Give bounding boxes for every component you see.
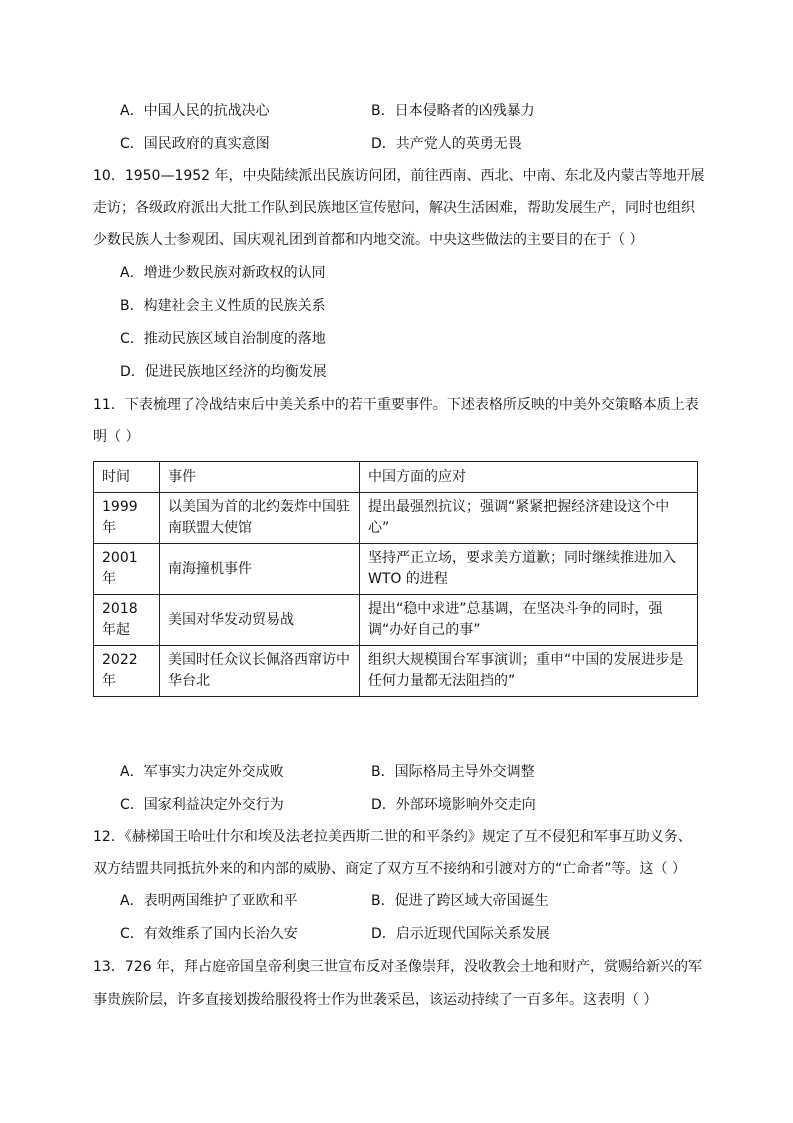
table-cell-response: 坚持严正立场，要求美方道歉；同时继续推进加入 WTO 的进程: [360, 544, 698, 595]
option-letter: D．: [120, 364, 145, 380]
q13-stem-line-2: 事贵族阶层，许多直接划拨给服役将士作为世袭采邑，该运动持续了一百多年。这表明（ ）: [93, 992, 658, 1008]
option-letter: C．: [120, 797, 144, 813]
q10-stem-line-3: 少数民族人士参观团、国庆观礼团到首都和内地交流。中央这些做法的主要目的在于（ ）: [93, 232, 644, 248]
option-letter: A．: [120, 893, 144, 909]
option-letter: B．: [371, 764, 395, 780]
column-header-response: 中国方面的应对: [360, 462, 698, 493]
option-text: 促进民族地区经济的均衡发展: [144, 364, 327, 380]
option-text: 表明两国维护了亚欧和平: [143, 893, 298, 909]
table-cell-response: 提出“稳中求进”总基调，在坚决斗争的同时，强调“办好自己的事”: [360, 595, 698, 646]
option-text: 增进少数民族对新政权的认同: [143, 265, 326, 281]
option-letter: D．: [371, 797, 396, 813]
option-letter: B．: [120, 298, 144, 314]
table-row: [94, 544, 698, 595]
q11-option-c: [120, 795, 284, 815]
q12-option-d: [371, 924, 550, 944]
table-cell-response: 组织大规模围台军事演训；重申“中国的发展进步是任何力量都无法阻挡的”: [360, 646, 698, 697]
table-row: [94, 595, 698, 646]
option-letter: C．: [120, 331, 144, 347]
q11-option-d: [371, 795, 536, 815]
option-letter: B．: [371, 893, 395, 909]
q12-stem-line-1: 12．《赫梯国王哈吐什尔和埃及法老拉美西斯二世的和平条约》规定了互不侵犯和军事互助义务、: [93, 829, 692, 845]
q12-option-a: [120, 891, 298, 911]
option-letter: A．: [120, 265, 144, 281]
q10-option-a: [120, 263, 326, 283]
q12-stem-line-2: 双方结盟共同抵抗外来的和内部的威胁、商定了双方互不接纳和引渡对方的“亡命者”等。这（ ）: [93, 861, 686, 877]
option-text: 军事实力决定外交成败: [143, 764, 284, 780]
q12-option-c: [120, 924, 298, 944]
q9-option-a: [120, 101, 270, 121]
table-row: [94, 646, 698, 697]
q9-option-c: [120, 134, 270, 154]
option-text: 推动民族区域自治制度的落地: [143, 331, 326, 347]
option-text: 中国人民的抗战决心: [143, 103, 270, 119]
column-header-event: 事件: [160, 462, 360, 493]
table-cell-time: 1999 年: [94, 493, 160, 544]
q10-option-d: [120, 362, 327, 382]
q11-option-b: [371, 762, 535, 782]
option-letter: A．: [120, 764, 144, 780]
option-text: 国家利益决定外交行为: [143, 797, 284, 813]
q13-stem-line-1: 13．726 年，拜占庭帝国皇帝利奥三世宣布反对圣像崇拜，没收教会土地和财产，赏赐给新兴的军: [93, 959, 702, 975]
option-letter: C．: [120, 926, 144, 942]
table-cell-time: 2018 年起: [94, 595, 160, 646]
option-text: 国民政府的真实意图: [143, 136, 270, 152]
events-table: [93, 461, 698, 697]
q9-option-d: [371, 134, 522, 154]
table-cell-event: 以美国为首的北约轰炸中国驻南联盟大使馆: [160, 493, 360, 544]
option-letter: B．: [371, 103, 395, 119]
table-row: [94, 493, 698, 544]
option-text: 日本侵略者的凶残暴力: [394, 103, 535, 119]
q11-option-a: [120, 762, 284, 782]
column-header-time: 时间: [94, 462, 160, 493]
option-letter: D．: [371, 926, 396, 942]
table-cell-event: 美国时任众议长佩洛西窜访中华台北: [160, 646, 360, 697]
q10-option-c: [120, 329, 326, 349]
table-cell-event: 美国对华发动贸易战: [160, 595, 360, 646]
q10-stem-line-1: 10．1950—1952 年，中央陆续派出民族访问团，前往西南、西北、中南、东北及内蒙古等地开展: [93, 168, 705, 184]
option-text: 有效维系了国内长治久安: [143, 926, 298, 942]
q11-stem-line-1: 11．下表梳理了冷战结束后中美关系中的若干重要事件。下述表格所反映的中美外交策略本质上表: [93, 397, 699, 413]
table-cell-time: 2001 年: [94, 544, 160, 595]
option-text: 共产党人的英勇无畏: [395, 136, 522, 152]
table-cell-time: 2022 年: [94, 646, 160, 697]
option-text: 构建社会主义性质的民族关系: [143, 298, 326, 314]
table-cell-event: 南海撞机事件: [160, 544, 360, 595]
option-text: 促进了跨区域大帝国诞生: [394, 893, 549, 909]
q11-stem-line-2: 明（ ）: [93, 429, 140, 445]
q12-option-b: [371, 891, 549, 911]
table-header-row: [94, 462, 698, 493]
option-text: 启示近现代国际关系发展: [395, 926, 550, 942]
option-text: 国际格局主导外交调整: [394, 764, 535, 780]
q10-stem-line-2: 走访；各级政府派出大批工作队到民族地区宣传慰问，解决生活困难，帮助发展生产，同时也组织: [93, 200, 695, 216]
option-text: 外部环境影响外交走向: [395, 797, 536, 813]
option-letter: C．: [120, 136, 144, 152]
q9-option-b: [371, 101, 535, 121]
q10-option-b: [120, 296, 326, 316]
option-letter: D．: [371, 136, 396, 152]
option-letter: A．: [120, 103, 144, 119]
table-cell-response: 提出最强烈抗议；强调“紧紧把握经济建设这个中心”: [360, 493, 698, 544]
